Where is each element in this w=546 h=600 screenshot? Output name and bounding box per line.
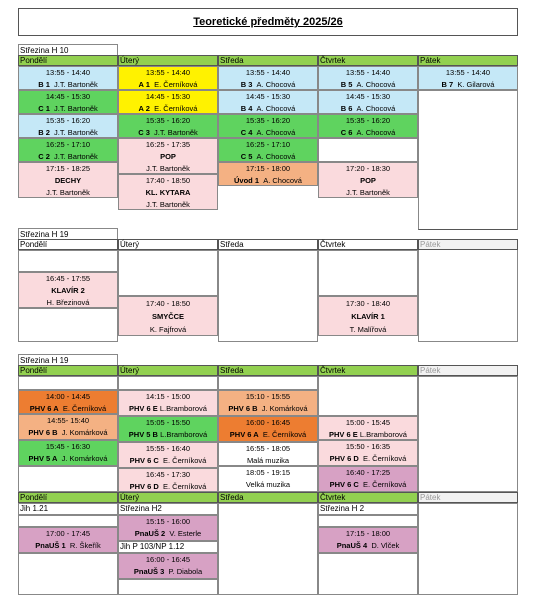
lesson-code: B 2 (38, 128, 50, 137)
lesson-code: PHV 6 D (129, 482, 159, 491)
lesson-teacher: J.T. Bartoněk (346, 188, 390, 197)
day-tuesday: Úterý (118, 239, 218, 250)
lesson-code: PHV 6 C (329, 480, 359, 489)
lesson-code: PHV 6 B (28, 428, 58, 437)
lesson-cell (318, 416, 418, 440)
lesson-cell (18, 90, 118, 114)
location-label: Střezina H 10 (18, 44, 118, 55)
lesson-teacher: J.T. Bartoněk (54, 80, 98, 89)
lesson-time: 14:55- 15:40 (46, 416, 90, 425)
lesson-cell (118, 468, 218, 492)
empty-cell (18, 515, 118, 527)
day-tuesday: Úterý (118, 492, 218, 503)
day-header-row (18, 239, 518, 250)
lesson-time: 14:45 - 15:30 (45, 92, 91, 101)
lesson-code: B 7 (441, 80, 454, 89)
lesson-code: B 3 (240, 80, 253, 89)
empty-cell (118, 250, 218, 296)
lesson-time: 16:40 - 17:25 (345, 468, 391, 477)
lesson-cell (118, 90, 218, 114)
lesson-teacher: E. Černíková (154, 104, 198, 113)
lesson-cell (118, 138, 218, 174)
lesson-code: PHV 6 B (228, 404, 258, 413)
lesson-code: PHV 5 B (128, 430, 158, 439)
lesson-time: 15:35 - 16:20 (245, 116, 291, 125)
empty-cell (318, 250, 418, 296)
day-thursday: Čtvrtek (318, 55, 418, 66)
lesson-teacher: L.Bramborová (359, 430, 407, 439)
lesson-teacher: E. Černíková (154, 80, 198, 89)
lesson-time: 15:45 - 16:30 (45, 442, 91, 451)
day-header-row (18, 492, 518, 503)
lesson-code: PnaUŠ 3 (133, 567, 165, 576)
location-label: Jih 1.21 (18, 503, 118, 515)
lesson-time: 16:45 - 17:55 (45, 274, 91, 283)
empty-cell (118, 376, 218, 390)
lesson-cell (218, 90, 318, 114)
location-label: Střezina H 2 (318, 503, 418, 515)
lesson-cell (318, 114, 418, 138)
lesson-code: PnaUŠ 2 (134, 529, 166, 538)
lesson-time: 15:55 - 16:40 (145, 444, 191, 453)
empty-cell (318, 138, 418, 162)
lesson-teacher: A. Chocová (356, 104, 396, 113)
lesson-code: PnaUŠ 4 (336, 541, 368, 550)
empty-cell (18, 250, 118, 272)
day-tuesday: Úterý (118, 55, 218, 66)
lesson-teacher: A. Chocová (256, 80, 296, 89)
lesson-code: PHV 6 D (329, 454, 359, 463)
lesson-code: B 4 (240, 104, 253, 113)
lesson-teacher: J.T. Bartoněk (146, 200, 190, 209)
day-monday: Pondělí (18, 492, 118, 503)
lesson-time: 14:45 - 15:30 (345, 92, 391, 101)
lesson-cell (318, 296, 418, 336)
lesson-teacher: T. Malířová (349, 325, 387, 334)
lesson-time: 15:10 - 15:55 (245, 392, 291, 401)
day-thursday: Čtvrtek (318, 239, 418, 250)
lesson-teacher: L.Bramborová (159, 404, 207, 413)
lesson-cell (118, 174, 218, 210)
lesson-cell (18, 527, 118, 553)
empty-cell (318, 553, 418, 595)
empty-cell (18, 376, 118, 390)
location-label: Střezina H2 (118, 503, 218, 515)
lesson-time: 14:45 - 15:30 (245, 92, 291, 101)
lesson-time: 15:50 - 16:35 (345, 442, 391, 451)
empty-cell (218, 503, 318, 595)
lesson-cell (218, 466, 318, 492)
lesson-code: A 1 (138, 80, 150, 89)
lesson-time: 15:15 - 16:00 (145, 517, 191, 526)
schedule-grid (18, 503, 518, 595)
lesson-cell (118, 114, 218, 138)
lesson-time: 15:35 - 16:20 (145, 116, 191, 125)
empty-cell (218, 376, 318, 390)
lesson-teacher: E. Černíková (363, 480, 407, 489)
lesson-time: 15:35 - 16:20 (45, 116, 91, 125)
lesson-teacher: E. Černíková (163, 456, 207, 465)
lesson-code: C 3 (138, 128, 150, 137)
lesson-time: 16:25 - 17:10 (245, 140, 291, 149)
lesson-code: SMYČCE (151, 312, 185, 321)
lesson-teacher: J.T. Bartoněk (54, 152, 98, 161)
lesson-teacher: J.T. Bartoněk (54, 104, 98, 113)
day-friday: Pátek (418, 365, 518, 376)
lesson-time: 17:40 - 18:50 (145, 176, 191, 185)
lesson-code: PHV 6 E (129, 404, 158, 413)
lesson-cell (118, 66, 218, 90)
empty-cell (418, 250, 518, 342)
lesson-cell (218, 442, 318, 466)
day-wednesday: Středa (218, 55, 318, 66)
lesson-time: 15:05 - 15:50 (145, 418, 191, 427)
lesson-time: 13:55 - 14:40 (45, 68, 91, 77)
location-label: Střezina H 19 (18, 228, 118, 239)
lesson-teacher: K. Gilarová (457, 80, 495, 89)
lesson-code: PHV 6 E (329, 430, 358, 439)
lesson-time: 17:15 - 18:25 (45, 164, 91, 173)
lesson-code: C 6 (340, 128, 353, 137)
lesson-cell (318, 466, 418, 492)
day-monday: Pondělí (18, 55, 118, 66)
lesson-teacher: J.T. Bartoněk (154, 128, 198, 137)
lesson-teacher: J.T. Bartoněk (46, 188, 90, 197)
lesson-cell (318, 440, 418, 466)
empty-cell (118, 579, 218, 595)
lesson-teacher: P. Diabola (168, 567, 203, 576)
day-header-row (18, 55, 518, 66)
lesson-teacher: E. Černíková (163, 482, 207, 491)
lesson-teacher: A. Chocová (356, 128, 396, 137)
lesson-cell (118, 390, 218, 416)
lesson-teacher: A. Chocová (256, 152, 296, 161)
day-monday: Pondělí (18, 239, 118, 250)
lesson-cell (218, 138, 318, 162)
lesson-code: PnaUŠ 1 (35, 541, 66, 550)
day-monday: Pondělí (18, 365, 118, 376)
lesson-teacher: J. Komárková (261, 404, 308, 413)
location-label: Střezina H 19 (18, 354, 118, 365)
lesson-teacher: D. Vlček (371, 541, 400, 550)
lesson-time: 13:55 - 14:40 (145, 68, 191, 77)
lesson-teacher: H. Březinová (46, 298, 90, 307)
day-friday: Pátek (418, 239, 518, 250)
lesson-cell (18, 440, 118, 466)
lesson-time: 13:55 - 14:40 (345, 68, 391, 77)
lesson-teacher: A. Chocová (356, 80, 396, 89)
lesson-code: Malá muzika (246, 456, 290, 465)
lesson-time: 14:15 - 15:00 (145, 392, 191, 401)
lesson-cell (318, 66, 418, 90)
lesson-code: B 5 (340, 80, 353, 89)
day-tuesday: Úterý (118, 365, 218, 376)
empty-cell (418, 90, 518, 230)
empty-cell (18, 308, 118, 342)
lesson-cell (218, 114, 318, 138)
day-thursday: Čtvrtek (318, 365, 418, 376)
lesson-cell (18, 414, 118, 440)
lesson-code: PHV 6 C (129, 456, 159, 465)
lesson-time: 16:25 - 17:35 (145, 140, 191, 149)
lesson-time: 13:55 - 14:40 (245, 68, 291, 77)
lesson-code: B 1 (38, 80, 50, 89)
lesson-time: 17:20 - 18:30 (345, 164, 391, 173)
lesson-code: KLAVÍR 1 (351, 312, 385, 321)
lesson-time: 16:55 - 18:05 (245, 444, 291, 453)
lesson-code: Úvod 1 (234, 176, 260, 185)
lesson-teacher: J. Komárková (61, 454, 108, 463)
lesson-time: 16:25 - 17:10 (45, 140, 91, 149)
lesson-time: 17:15 - 18:00 (345, 529, 391, 538)
lesson-teacher: K. Fajfrová (149, 325, 187, 334)
schedule-grid (18, 66, 518, 230)
lesson-time: 14:00 - 14:45 (45, 392, 91, 401)
lesson-cell (18, 114, 118, 138)
lesson-cell (318, 527, 418, 553)
empty-cell (18, 553, 118, 595)
lesson-cell (18, 272, 118, 308)
lesson-teacher: J.T. Bartoněk (146, 164, 190, 173)
location-label: Jih P 103/NP 1.12 (118, 541, 218, 553)
day-wednesday: Středa (218, 492, 318, 503)
lesson-cell (218, 162, 318, 186)
lesson-time: 14:45 - 15:30 (145, 92, 191, 101)
day-friday: Pátek (418, 55, 518, 66)
lesson-time: 15:00 - 15:45 (345, 418, 391, 427)
lesson-code: PHV 6 A (29, 404, 59, 413)
lesson-cell (118, 442, 218, 468)
lesson-code: POP (360, 176, 376, 185)
lesson-code: Velká muzika (245, 480, 291, 489)
lesson-code: C 1 (38, 104, 50, 113)
lesson-teacher: A. Chocová (256, 128, 296, 137)
schedule-grid (18, 376, 518, 492)
lesson-teacher: J. Komárková (61, 428, 108, 437)
day-wednesday: Středa (218, 239, 318, 250)
lesson-time: 17:15 - 18:00 (245, 164, 291, 173)
empty-cell (318, 515, 418, 527)
lesson-cell (318, 90, 418, 114)
day-wednesday: Středa (218, 365, 318, 376)
lesson-code: KLAVÍR 2 (51, 286, 85, 295)
empty-cell (418, 503, 518, 595)
lesson-teacher: J.T. Bartoněk (54, 128, 98, 137)
empty-cell (418, 376, 518, 492)
lesson-teacher: A. Chocová (256, 104, 296, 113)
lesson-code: POP (160, 152, 176, 161)
lesson-code: B 6 (340, 104, 353, 113)
lesson-cell (18, 66, 118, 90)
lesson-code: C 5 (240, 152, 253, 161)
lesson-cell (118, 553, 218, 579)
lesson-cell (18, 162, 118, 198)
lesson-teacher: L.Bramborová (160, 430, 208, 439)
lesson-time: 17:30 - 18:40 (345, 299, 391, 308)
lesson-code: DECHY (54, 176, 82, 185)
lesson-time: 15:35 - 16:20 (345, 116, 391, 125)
lesson-code: PHV 6 A (229, 430, 259, 439)
lesson-teacher: A. Chocová (263, 176, 302, 185)
lesson-teacher: E. Černíková (62, 404, 107, 413)
lesson-cell (218, 390, 318, 416)
lesson-teacher: E. Černíková (262, 430, 307, 439)
lesson-teacher: E. Černíková (363, 454, 407, 463)
lesson-teacher: V. Esterle (169, 529, 202, 538)
day-friday: Pátek (418, 492, 518, 503)
lesson-teacher: R. Škeřík (69, 541, 101, 550)
lesson-code: A 2 (138, 104, 150, 113)
page-title: Teoretické předměty 2025/26 (18, 8, 518, 36)
empty-cell (318, 376, 418, 416)
lesson-cell (418, 66, 518, 90)
lesson-time: 17:00 - 17:45 (45, 529, 91, 538)
lesson-time: 16:45 - 17:30 (145, 470, 191, 479)
lesson-time: 16:00 - 16:45 (145, 555, 191, 564)
lesson-time: 13:55 - 14:40 (445, 68, 491, 77)
lesson-cell (18, 138, 118, 162)
lesson-code: PHV 5 A (28, 454, 58, 463)
lesson-code: C 2 (38, 152, 50, 161)
lesson-cell (118, 416, 218, 442)
schedule-page (18, 0, 518, 600)
lesson-cell (218, 66, 318, 90)
lesson-cell (218, 416, 318, 442)
lesson-time: 17:40 - 18:50 (145, 299, 191, 308)
schedule-grid (18, 250, 518, 342)
lesson-code: KL. KYTARA (145, 188, 191, 197)
empty-cell (218, 250, 318, 342)
lesson-cell (318, 162, 418, 198)
lesson-code: C 4 (240, 128, 253, 137)
lesson-time: 16:00 - 16:45 (245, 418, 291, 427)
empty-cell (18, 466, 118, 492)
lesson-cell (18, 390, 118, 414)
lesson-time: 18:05 - 19:15 (245, 468, 291, 477)
lesson-cell (118, 515, 218, 541)
day-thursday: Čtvrtek (318, 492, 418, 503)
lesson-cell (118, 296, 218, 336)
day-header-row (18, 365, 518, 376)
